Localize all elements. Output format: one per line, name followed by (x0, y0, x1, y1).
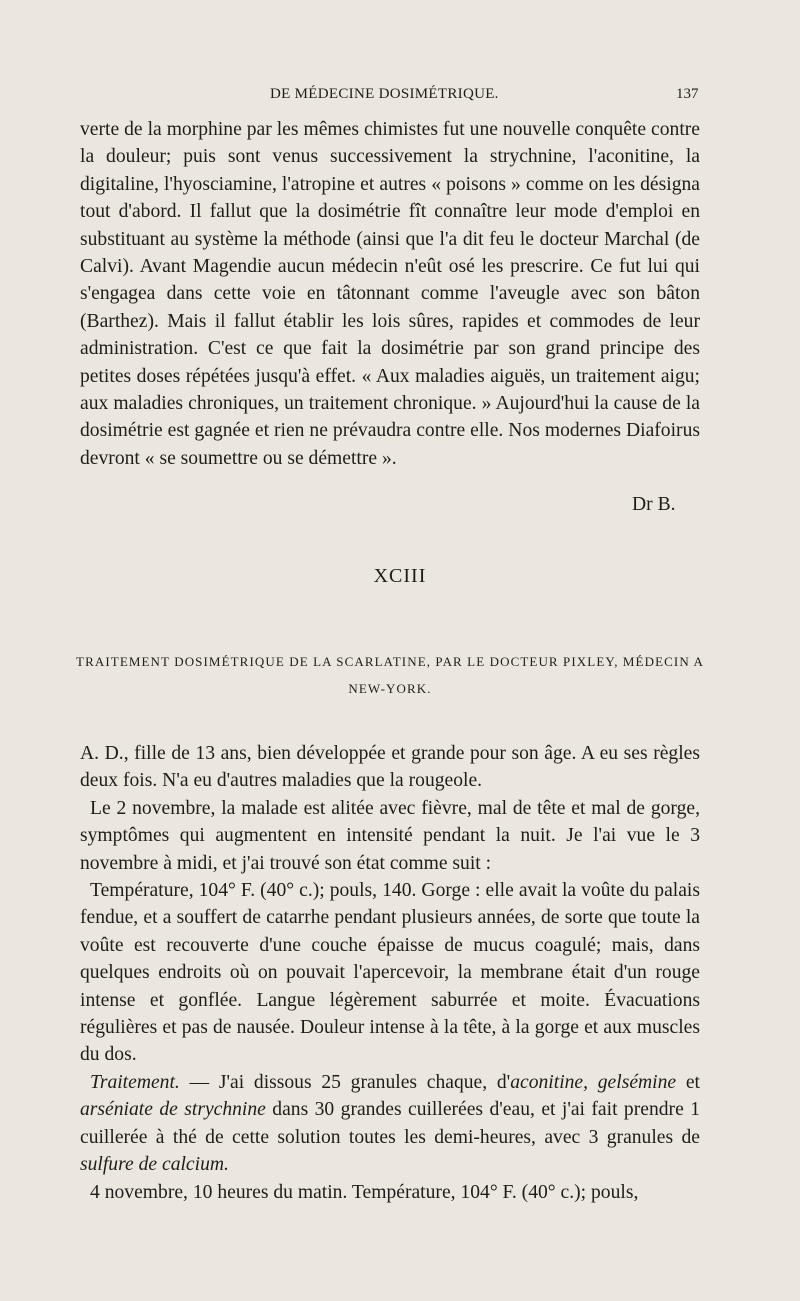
page-number: 137 (676, 86, 699, 102)
section-title: TRAITEMENT DOSIMÉTRIQUE DE LA SCARLATINE, PAR LE DOCTEUR PIXLEY, MÉDECIN A NEW-YORK. (76, 654, 704, 696)
case-report-text (80, 740, 700, 1206)
paragraph (80, 1069, 700, 1179)
text-run: et (676, 1071, 700, 1093)
drug-name: aconitine, gelsémine (510, 1071, 677, 1093)
paragraph: verte de la morphine par les mêmes chimistes fut une nouvelle conquête contre la douleur; puis sont venus successivement la strychnine, l'aconitine, la digitaline, l'hyosciamine, l'atropine et autres « poisons » comme on les désigna tout d'abord. Il fallut que la dosimétrie fît connaître leur mode d'emploi en substituant au système la méthode (ainsi que l'a dit feu le docteur Marchal (de Calvi). Avant Magendie aucun médecin n'eût osé les prescrire. Ce fut lui qui s'engagea dans cette voie en tâtonnant comme l'aveugle avec son bâton (Barthez). Mais il fallut établir les lois sûres, rapides et commodes de leur administration. C'est ce que fait la dosimétrie par son grand principe des petites doses répétées jusqu'à effet. « Aux maladies aiguës, un traitement aigu; aux maladies chroniques, un traitement chronique. » Aujourd'hui la cause de la dosimétrie est gagnée et rien ne prévaudra contre elle. Nos modernes Diafoirus devront « se soumettre ou se démettre ». (80, 119, 700, 469)
treatment-label: Traitement. (90, 1071, 180, 1093)
section-number: XCIII (373, 565, 427, 587)
article-end-text (80, 116, 700, 472)
drug-name: arséniate de strychnine (80, 1099, 266, 1121)
signature: Dr B. (632, 494, 676, 515)
running-head: DE MÉDECINE DOSIMÉTRIQUE. (270, 86, 499, 102)
paragraph: Le 2 novembre, la malade est alitée avec fièvre, mal de tête et mal de gorge, symptômes qui augmentent en intensité pendant la nuit. Je l'ai vue le 3 novembre à midi, et j'ai trouvé son état comme suit : (80, 797, 700, 874)
text-run: dans 30 grandes cuillerées d'eau, et j'ai fait prendre 1 cuillerée à thé de cette solution toutes les demi-heures, avec 3 granules de (80, 1099, 700, 1148)
paragraph: A. D., fille de 13 ans, bien développée et grande pour son âge. A eu ses règles deux fois. N'a eu d'autres maladies que la rougeole. (80, 743, 700, 792)
drug-name: sulfure de calcium. (80, 1154, 229, 1176)
text-run: — J'ai dissous 25 granules chaque, d' (179, 1071, 511, 1093)
paragraph: Température, 104° F. (40° c.); pouls, 140. Gorge : elle avait la voûte du palais fendue, et a souffert de catarrhe pendant plusieurs années, de sorte que toute la voûte est recouverte d'une couche épaisse de mucus coagulé; mais, dans quelques endroits où on pouvait l'apercevoir, la membrane était d'un rouge intense et gonflée. Langue légèrement saburrée et moite. Évacuations régulières et pas de nausée. Douleur intense à la tête, à la gorge et aux muscles du dos. (80, 880, 700, 1066)
paragraph: 4 novembre, 10 heures du matin. Température, 104° F. (40° c.); pouls, (90, 1181, 639, 1203)
